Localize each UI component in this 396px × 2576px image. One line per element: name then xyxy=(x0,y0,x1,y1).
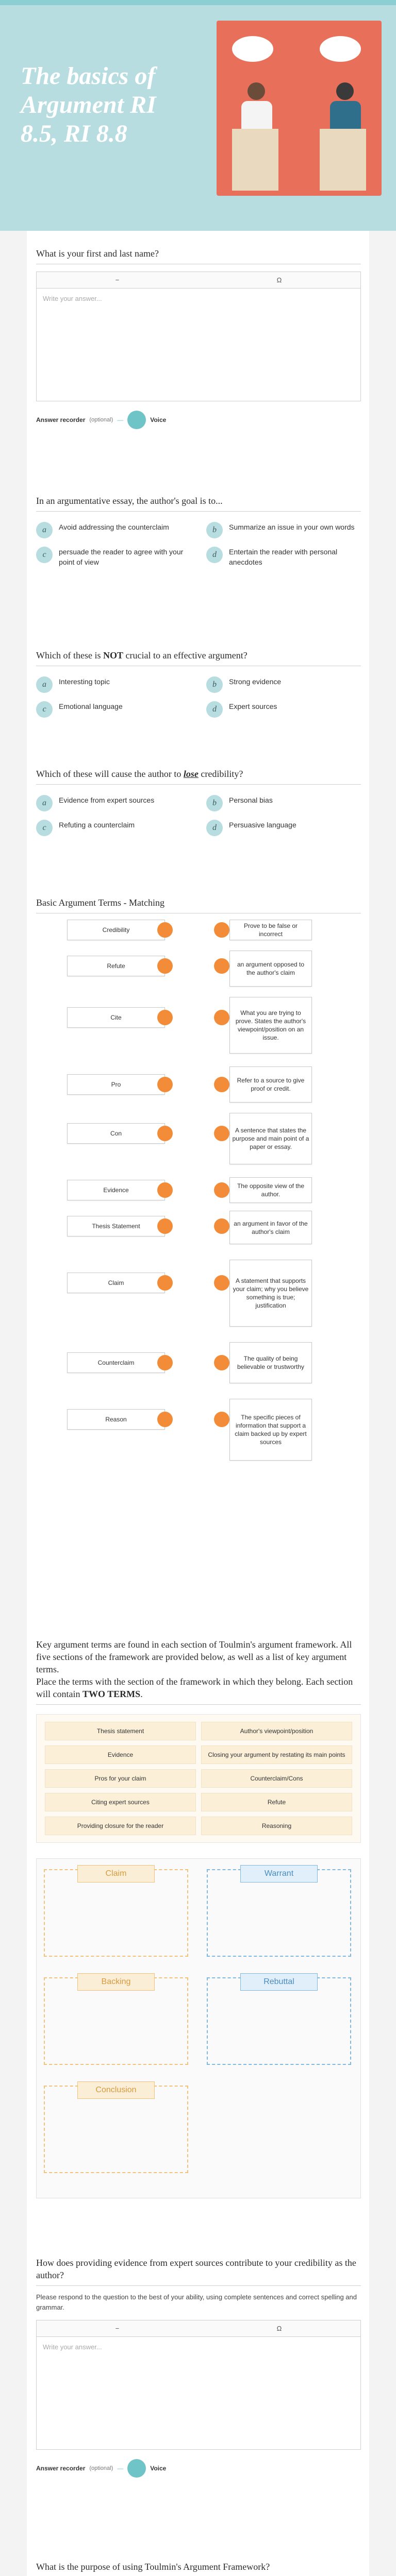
match-dot-left[interactable] xyxy=(157,1126,173,1141)
match-term[interactable]: Pro xyxy=(67,1074,165,1095)
matching-area xyxy=(36,920,361,1641)
option-text: Persuasive language xyxy=(229,821,296,829)
option-letter: b xyxy=(206,795,223,811)
drop-zone-rebuttal[interactable] xyxy=(207,1977,351,2065)
match-dot-right[interactable] xyxy=(214,922,229,938)
draggable-term[interactable]: Closing your argument by restating its main points xyxy=(201,1745,352,1764)
options-grid xyxy=(36,795,361,836)
voice-record-button[interactable] xyxy=(127,411,146,429)
option-text: Avoid addressing the counterclaim xyxy=(59,523,169,531)
options-grid xyxy=(36,676,361,718)
match-definition[interactable]: Refer to a source to give proof or credit. xyxy=(229,1066,312,1103)
match-definition[interactable]: A statement that supports your claim; why you believe something is true; justification xyxy=(229,1260,312,1327)
draggable-term[interactable]: Providing closure for the reader xyxy=(45,1817,196,1835)
match-term[interactable]: Credibility xyxy=(67,920,165,940)
omega-icon[interactable]: Ω xyxy=(276,2325,282,2332)
match-dot-right[interactable] xyxy=(214,1010,229,1025)
option-a[interactable] xyxy=(36,676,191,693)
question-name xyxy=(36,247,361,429)
minus-icon[interactable]: − xyxy=(115,276,120,284)
question-text: Which of these will cause the author to lose credibility? xyxy=(36,768,361,785)
match-definition[interactable]: an argument in favor of the author's claim xyxy=(229,1211,312,1244)
speech-bubble-icon xyxy=(320,36,361,62)
question-toulmin-purpose xyxy=(36,2561,361,2576)
person-head xyxy=(248,82,265,100)
question-text: Which of these is NOT crucial to an effective argument? xyxy=(36,649,361,666)
match-dot-left[interactable] xyxy=(157,1355,173,1370)
page-title xyxy=(21,62,206,148)
voice-record-button[interactable] xyxy=(127,2459,146,2478)
speech-bubble-icon xyxy=(232,36,273,62)
draggable-term[interactable]: Thesis statement xyxy=(45,1722,196,1740)
options-grid xyxy=(36,522,361,567)
match-definition[interactable]: What you are trying to prove. States the author's viewpoint/position on an issue. xyxy=(229,997,312,1054)
option-text: Summarize an issue in your own words xyxy=(229,523,355,531)
option-letter: c xyxy=(36,820,53,836)
question-toulmin-dragdrop xyxy=(36,1638,361,2198)
option-text: Expert sources xyxy=(229,702,277,710)
option-c[interactable] xyxy=(36,820,191,836)
option-letter: b xyxy=(206,676,223,693)
match-dot-right[interactable] xyxy=(214,1355,229,1370)
match-term[interactable]: Refute xyxy=(67,956,165,976)
drop-zone-area xyxy=(36,1858,361,2198)
draggable-term[interactable]: Author's viewpoint/position xyxy=(201,1722,352,1740)
match-definition[interactable]: The quality of being believable or trustworthy xyxy=(229,1342,312,1383)
match-term[interactable]: Cite xyxy=(67,1007,165,1028)
match-dot-right[interactable] xyxy=(214,1412,229,1427)
voice-label: Voice xyxy=(150,416,167,423)
podium xyxy=(320,129,366,191)
option-text: Interesting topic xyxy=(59,677,110,686)
option-letter: c xyxy=(36,701,53,718)
zone-label: Warrant xyxy=(240,1865,318,1883)
option-b[interactable] xyxy=(206,522,361,538)
header-stripe xyxy=(0,0,396,5)
recorder-optional: (optional) xyxy=(89,417,113,423)
option-letter: d xyxy=(206,701,223,718)
option-text: persuade the reader to agree with your point of view xyxy=(59,548,184,566)
match-dot-left[interactable] xyxy=(157,1010,173,1025)
match-term[interactable]: Evidence xyxy=(67,1180,165,1200)
title-line: 8.5, RI 8.8 xyxy=(21,120,127,147)
answer-input[interactable]: Write your answer... xyxy=(36,288,361,401)
question-text: How does providing evidence from expert sources contribute to your credibility as the author? xyxy=(36,2257,361,2286)
question-text: What is your first and last name? xyxy=(36,247,361,264)
match-definition[interactable]: an argument opposed to the author's claim xyxy=(229,951,312,987)
option-text: Emotional language xyxy=(59,702,123,710)
match-definition[interactable]: The specific pieces of information that support a claim backed up by expert sources xyxy=(229,1399,312,1461)
draggable-term[interactable]: Refute xyxy=(201,1793,352,1811)
match-dot-right[interactable] xyxy=(214,958,229,974)
question-not-crucial xyxy=(36,649,361,718)
match-dot-left[interactable] xyxy=(157,1218,173,1234)
zone-label: Claim xyxy=(77,1865,155,1883)
person-head xyxy=(336,82,354,100)
question-lose-credibility xyxy=(36,768,361,836)
option-c[interactable] xyxy=(36,547,191,567)
draggable-term[interactable]: Evidence xyxy=(45,1745,196,1764)
draggable-term[interactable]: Counterclaim/Cons xyxy=(201,1769,352,1788)
drop-zone-backing[interactable] xyxy=(44,1977,188,2065)
option-letter: c xyxy=(36,547,53,563)
match-dot-right[interactable] xyxy=(214,1077,229,1092)
option-text: Strong evidence xyxy=(229,677,282,686)
match-term[interactable]: Reason xyxy=(67,1409,165,1430)
editor-toolbar xyxy=(36,272,361,288)
zone-label: Conclusion xyxy=(77,2081,155,2099)
terms-bank xyxy=(36,1714,361,1843)
voice-label: Voice xyxy=(150,2465,167,2472)
minus-icon[interactable]: − xyxy=(115,2325,120,2332)
question-text: In an argumentative essay, the author's goal is to... xyxy=(36,495,361,512)
option-a[interactable] xyxy=(36,795,191,811)
option-text: Refuting a counterclaim xyxy=(59,821,135,829)
recorder-label: Answer recorder xyxy=(36,2465,86,2472)
zone-label: Rebuttal xyxy=(240,1973,318,1991)
match-term[interactable]: Con xyxy=(67,1123,165,1144)
podium xyxy=(232,129,278,191)
question-goal xyxy=(36,495,361,567)
match-dot-right[interactable] xyxy=(214,1218,229,1234)
question-text: What is the purpose of using Toulmin's Argument Framework? xyxy=(36,2561,361,2576)
match-term[interactable]: Counterclaim xyxy=(67,1352,165,1373)
match-dot-left[interactable] xyxy=(157,922,173,938)
question-intro: Key argument terms are found in each section of Toulmin's argument framework. All five sections of the framework are provided below, as well as a list of key argument terms. xyxy=(36,1639,352,1674)
option-d[interactable] xyxy=(206,820,361,836)
option-d[interactable] xyxy=(206,701,361,718)
answer-input[interactable]: Write your answer... xyxy=(36,2336,361,2450)
option-text: Entertain the reader with personal anecdotes xyxy=(229,548,338,566)
omega-icon[interactable]: Ω xyxy=(276,276,282,284)
editor-toolbar xyxy=(36,2320,361,2336)
title-line: The basics of xyxy=(21,62,156,90)
option-letter: d xyxy=(206,820,223,836)
draggable-term[interactable]: Reasoning xyxy=(201,1817,352,1835)
match-dot-left[interactable] xyxy=(157,1182,173,1198)
question-matching xyxy=(36,896,361,1641)
option-d[interactable] xyxy=(206,547,361,567)
question-instruction: Place the terms with the section of the framework in which they belong. Each section will contain TWO TERMS. xyxy=(36,1675,361,1705)
option-a[interactable] xyxy=(36,522,191,538)
option-letter: a xyxy=(36,522,53,538)
option-letter: d xyxy=(206,547,223,563)
option-text: Evidence from expert sources xyxy=(59,796,155,804)
debate-illustration xyxy=(217,21,382,196)
match-definition[interactable]: A sentence that states the purpose and main point of a paper or essay. xyxy=(229,1113,312,1164)
title-line: Argument RI xyxy=(21,91,156,118)
option-text: Personal bias xyxy=(229,796,273,804)
answer-recorder: Answer recorder (optional) — Voice xyxy=(36,411,361,429)
drop-zone-claim[interactable] xyxy=(44,1869,188,1957)
drop-zone-warrant[interactable] xyxy=(207,1869,351,1957)
option-letter: a xyxy=(36,795,53,811)
option-b[interactable] xyxy=(206,795,361,811)
zone-label: Backing xyxy=(77,1973,155,1991)
question-instruction: Please respond to the question to the best of your ability, using complete sentences and correct spelling and grammar. xyxy=(36,2293,357,2311)
header-banner xyxy=(0,0,396,231)
match-dot-left[interactable] xyxy=(157,958,173,974)
match-definition[interactable]: Prove to be false or incorrect xyxy=(229,920,312,940)
match-term[interactable]: Thesis Statement xyxy=(67,1216,165,1236)
match-definition[interactable]: The opposite view of the author. xyxy=(229,1177,312,1203)
answer-recorder: Answer recorder (optional) — Voice xyxy=(36,2459,361,2478)
match-dot-left[interactable] xyxy=(157,1275,173,1291)
match-dot-right[interactable] xyxy=(214,1182,229,1198)
recorder-label: Answer recorder xyxy=(36,416,86,423)
drop-zone-conclusion[interactable] xyxy=(44,2086,188,2173)
option-letter: b xyxy=(206,522,223,538)
match-dot-left[interactable] xyxy=(157,1412,173,1427)
question-text: Basic Argument Terms - Matching xyxy=(36,896,361,913)
draggable-term[interactable]: Pros for your claim xyxy=(45,1769,196,1788)
draggable-term[interactable]: Citing expert sources xyxy=(45,1793,196,1811)
question-evidence-credibility xyxy=(36,2257,361,2478)
match-dot-left[interactable] xyxy=(157,1077,173,1092)
match-dot-right[interactable] xyxy=(214,1275,229,1291)
option-c[interactable] xyxy=(36,701,191,718)
option-b[interactable] xyxy=(206,676,361,693)
recorder-optional: (optional) xyxy=(89,2465,113,2471)
match-term[interactable]: Claim xyxy=(67,1273,165,1293)
option-letter: a xyxy=(36,676,53,693)
match-dot-right[interactable] xyxy=(214,1126,229,1141)
